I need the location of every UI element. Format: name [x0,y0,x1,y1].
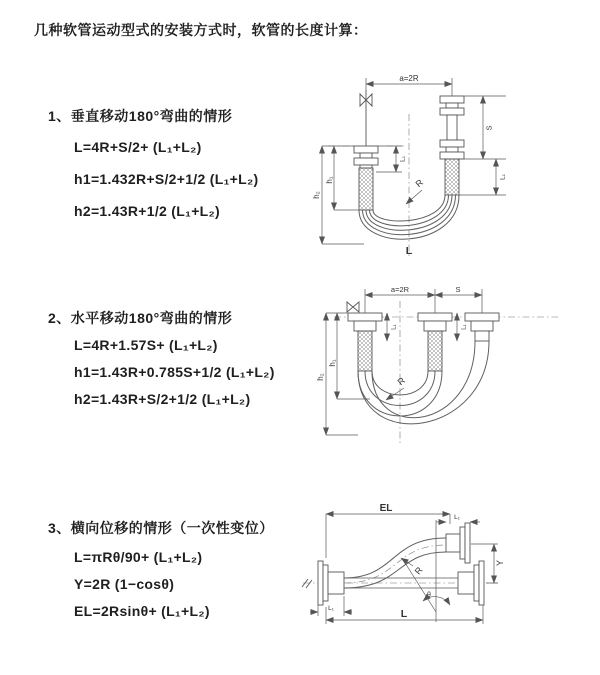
section-3-formula-L: L=πRθ/90+ (L₁+L₂) [74,549,203,565]
braided-hose-section [445,159,459,195]
right-fitting [440,96,464,195]
section-1-formula-h1: h1=1.432R+S/2+1/2 (L₁+L₂) [74,171,259,187]
section-3-formula-EL: EL=2Rsinθ+ (L₁+L₂) [74,603,210,619]
section-3-heading: 3、横向位移的情形（一次性变位） [48,520,274,536]
dim-label-L1-left: L₁ [399,156,407,162]
diagram-lateral-displacement [298,500,598,650]
middle-fitting [418,313,452,371]
upper-right-flange [446,523,470,563]
dim-label-a2R: a=2R [390,285,410,294]
diagram-horizontal-180-bend [306,283,586,453]
braided-hose-section [359,168,373,210]
angle-label: θ [427,592,431,599]
dim-label-h2: h₂ [312,191,321,199]
page-title: 几种软管运动型式的安装方式时，软管的长度计算： [34,22,368,38]
valve-icon [347,302,359,312]
hose-arcs [358,341,489,424]
displaced-fitting [465,313,499,341]
displaced-hose-curve [344,538,446,588]
section-1-heading: 1、垂直移动180°弯曲的情形 [48,108,233,124]
dim-label-L1-bottom: L₁ [328,605,334,612]
radius-label: R [395,375,408,388]
section-2-formula-h2: h2=1.43R+S/2+1/2 (L₁+L₂) [74,391,251,407]
left-flange [318,561,344,605]
valve-icon [360,90,372,146]
section-2-formula-L: L=4R+1.57S+ (L₁+L₂) [74,337,218,353]
dim-label-Y: Y [495,559,505,567]
section-2-formula-h1: h1=1.43R+0.785S+1/2 (L₁+L₂) [74,364,275,380]
dim-label-h2: h₂ [316,373,325,381]
dim-label-S: S [455,285,461,294]
break-mark [302,579,312,588]
left-fitting [354,146,378,210]
radius-label: R [412,564,425,577]
section-1-formula-L: L=4R+S/2+ (L₁+L₂) [74,139,202,155]
dim-label-a2R: a=2R [399,74,419,83]
dim-label-h1: h₁ [328,359,337,367]
section-3-formula-Y: Y=2R (1−cosθ) [74,576,175,592]
dim-label-S: S [484,125,494,131]
braided-hose-section [428,331,442,371]
length-label: L [400,608,408,620]
dim-label-L1-top: L₁ [454,514,460,521]
dim-label-L1-b: L₁ [461,324,468,330]
dim-label-L1-right: L₁ [499,174,507,180]
left-fitting [348,313,382,371]
radius-line [402,558,436,612]
dim-label-EL: EL [379,503,393,514]
section-2-heading: 2、水平移动180°弯曲的情形 [48,310,233,326]
diagram-vertical-180-bend [306,68,586,258]
dim-label-L1-a: L₁ [391,324,398,330]
radius-label: R [413,177,426,190]
braided-hose-section [358,331,372,371]
section-1-formula-h2: h2=1.43R+1/2 (L₁+L₂) [74,203,221,219]
dimension-lines [316,285,482,435]
dim-label-h1: h₁ [325,176,334,184]
length-label: L [405,245,413,257]
